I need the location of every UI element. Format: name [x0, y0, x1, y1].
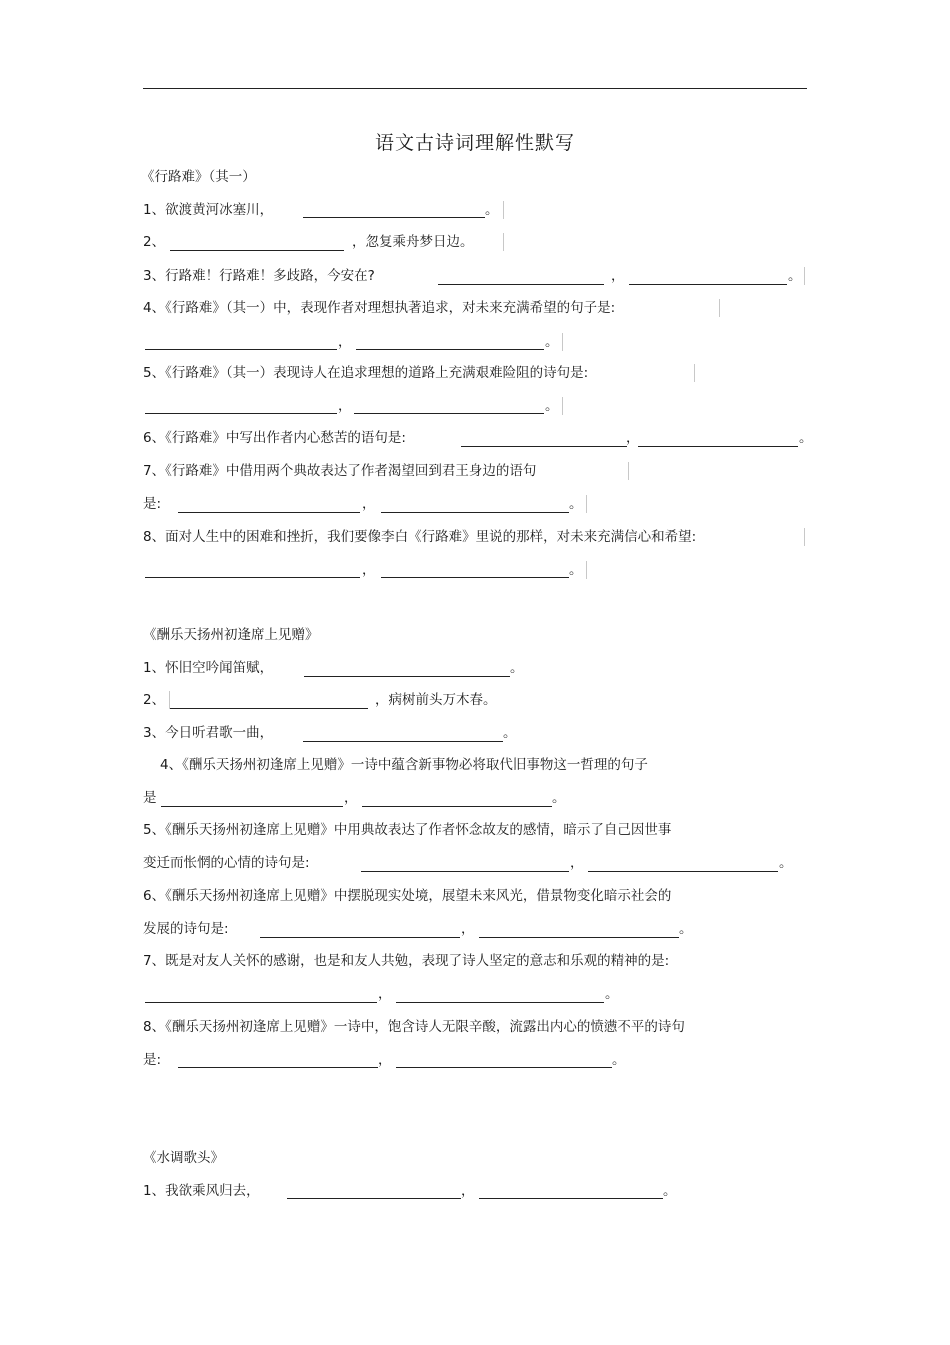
s1-q2-number: 2、 [143, 234, 166, 250]
page-title: 语文古诗词理解性默写 [374, 132, 575, 154]
s1-q6-comma: ， [626, 430, 640, 446]
s1-q8-edge-2 [586, 561, 587, 579]
s2-q6-period: 。 [679, 921, 693, 937]
s1-q2-blank[interactable] [170, 250, 344, 251]
s1-q7-period: 。 [569, 496, 583, 512]
s2-q3-prompt: 3、今日听君歌一曲， [143, 725, 274, 741]
s3-q1-prompt: 1、我欲乘风归去， [143, 1183, 260, 1199]
s2-q8-prompt-cont: 是: [143, 1052, 162, 1068]
s2-q4-period: 。 [552, 790, 566, 806]
s2-q4-comma: ， [344, 790, 358, 806]
s1-q3-blank-1[interactable] [438, 284, 604, 285]
s2-q1-prompt: 1、怀旧空吟闻笛赋， [143, 660, 274, 676]
s1-q7-blank-2[interactable] [381, 512, 569, 513]
s2-q8-prompt: 8、《酬乐天扬州初逢席上见赠》一诗中，饱含诗人无限辛酸，流露出内心的愤懑不平的诗句 [143, 1019, 685, 1035]
s1-q3-blank-2[interactable] [629, 284, 787, 285]
s1-q7-blank-1[interactable] [178, 512, 360, 513]
s2-q6-comma: ， [461, 921, 475, 937]
s2-q4-blank-1[interactable] [161, 806, 343, 807]
s1-q6-blank-2[interactable] [638, 446, 798, 447]
s2-q7-blank-1[interactable] [145, 1002, 377, 1003]
s1-q5-prompt: 5、《行路难》（其一）表现诗人在追求理想的道路上充满艰难险阻的诗句是: [143, 365, 589, 381]
s1-q3-edge [804, 267, 805, 285]
s1-q6-blank-1[interactable] [461, 446, 627, 447]
s1-q5-comma: ， [338, 398, 352, 414]
s1-q4-period: 。 [545, 334, 559, 350]
s1-q3-prompt: 3、行路难！行路难！多歧路，今安在? [143, 268, 375, 284]
s2-q2-edge [169, 691, 170, 709]
s2-q5-comma: ， [570, 855, 584, 871]
s1-q7-prompt-cont: 是: [143, 496, 162, 512]
s1-q5-period: 。 [545, 398, 559, 414]
s3-q1-blank-1[interactable] [287, 1198, 461, 1199]
s1-q5-edge-2 [562, 397, 563, 415]
s1-q7-comma: ， [362, 496, 376, 512]
s2-q7-period: 。 [605, 986, 619, 1002]
s2-q3-period: 。 [503, 725, 517, 741]
s1-q2-prompt: ，忽复乘舟梦日边。 [352, 234, 474, 250]
s2-q6-prompt: 6、《酬乐天扬州初逢席上见赠》中摆脱现实处境，展望未来风光，借景物变化暗示社会的 [143, 888, 672, 904]
s2-q7-prompt: 7、既是对友人关怀的感谢，也是和友人共勉，表现了诗人坚定的意志和乐观的精神的是: [143, 953, 670, 969]
s3-q1-period: 。 [663, 1183, 677, 1199]
s2-q4-prompt: 4、《酬乐天扬州初逢席上见赠》一诗中蕴含新事物必将取代旧事物这一哲理的句子 [160, 757, 648, 773]
s1-q1-period: 。 [485, 202, 499, 218]
s2-q8-period: 。 [612, 1052, 626, 1068]
header-rule [143, 88, 807, 89]
s2-q8-blank-2[interactable] [396, 1067, 612, 1068]
s2-q1-period: 。 [510, 660, 524, 676]
s2-q3-blank[interactable] [303, 741, 503, 742]
s2-q8-blank-1[interactable] [178, 1067, 378, 1068]
s1-q8-period: 。 [569, 562, 583, 578]
s2-q5-blank-1[interactable] [361, 871, 569, 872]
s3-q1-blank-2[interactable] [479, 1198, 663, 1199]
s1-q1-edge [503, 201, 504, 219]
s1-q8-prompt: 8、面对人生中的困难和挫折，我们要像李白《行路难》里说的那样，对未来充满信心和希望: [143, 529, 697, 545]
s2-q6-blank-1[interactable] [260, 937, 460, 938]
s1-q4-blank-1[interactable] [145, 349, 337, 350]
s1-q5-edge [694, 364, 695, 382]
s2-q2-blank[interactable] [170, 708, 368, 709]
s2-q7-blank-2[interactable] [396, 1002, 604, 1003]
s1-q7-prompt: 7、《行路难》中借用两个典故表达了作者渴望回到君王身边的语句 [143, 463, 537, 479]
s1-q1-prompt: 1、欲渡黄河冰塞川， [143, 202, 274, 218]
s1-q4-prompt: 4、《行路难》（其一）中，表现作者对理想执著追求，对未来充满希望的句子是: [143, 300, 616, 316]
s1-q4-blank-2[interactable] [356, 349, 544, 350]
section-heading-chouletian: 《酬乐天扬州初逢席上见赠》 [143, 627, 319, 643]
s2-q5-period: 。 [779, 855, 793, 871]
s2-q2-prompt: ，病树前头万木春。 [375, 692, 497, 708]
s3-q1-comma: ， [461, 1183, 475, 1199]
s1-q4-edge-2 [562, 333, 563, 351]
s1-q3-comma: ， [611, 268, 625, 284]
s1-q4-edge [719, 299, 720, 317]
s1-q3-period: 。 [788, 268, 802, 284]
s2-q8-comma: ， [378, 1052, 392, 1068]
s2-q4-prompt-cont: 是 [143, 790, 157, 806]
s1-q1-blank[interactable] [303, 217, 485, 218]
s1-q5-blank-2[interactable] [354, 413, 544, 414]
s1-q5-blank-1[interactable] [145, 413, 337, 414]
s1-q7-edge [628, 462, 629, 480]
s2-q1-blank[interactable] [304, 676, 510, 677]
s2-q5-blank-2[interactable] [588, 871, 778, 872]
section-heading-xinglunan: 《行路难》（其一） [141, 169, 256, 185]
s2-q7-comma: ， [378, 986, 392, 1002]
s1-q8-edge [804, 528, 805, 546]
s2-q6-prompt-cont: 发展的诗句是: [143, 921, 229, 937]
s1-q2-edge [503, 233, 504, 251]
s1-q4-comma: ， [338, 334, 352, 350]
s1-q7-edge-2 [586, 495, 587, 513]
s2-q5-prompt-cont: 变迁而怅惘的心情的诗句是: [143, 855, 310, 871]
s1-q8-blank-2[interactable] [381, 577, 569, 578]
s2-q5-prompt: 5、《酬乐天扬州初逢席上见赠》中用典故表达了作者怀念故友的感情，暗示了自己因世事 [143, 822, 672, 838]
s2-q2-number: 2、 [143, 692, 166, 708]
s1-q8-comma: ， [362, 562, 376, 578]
s2-q6-blank-2[interactable] [479, 937, 679, 938]
s1-q6-prompt: 6、《行路难》中写出作者内心愁苦的语句是: [143, 430, 406, 446]
s1-q6-period: 。 [799, 430, 813, 446]
s1-q8-blank-1[interactable] [145, 577, 360, 578]
section-heading-shuidiaogetou: 《水调歌头》 [143, 1150, 224, 1166]
s2-q4-blank-2[interactable] [362, 806, 552, 807]
